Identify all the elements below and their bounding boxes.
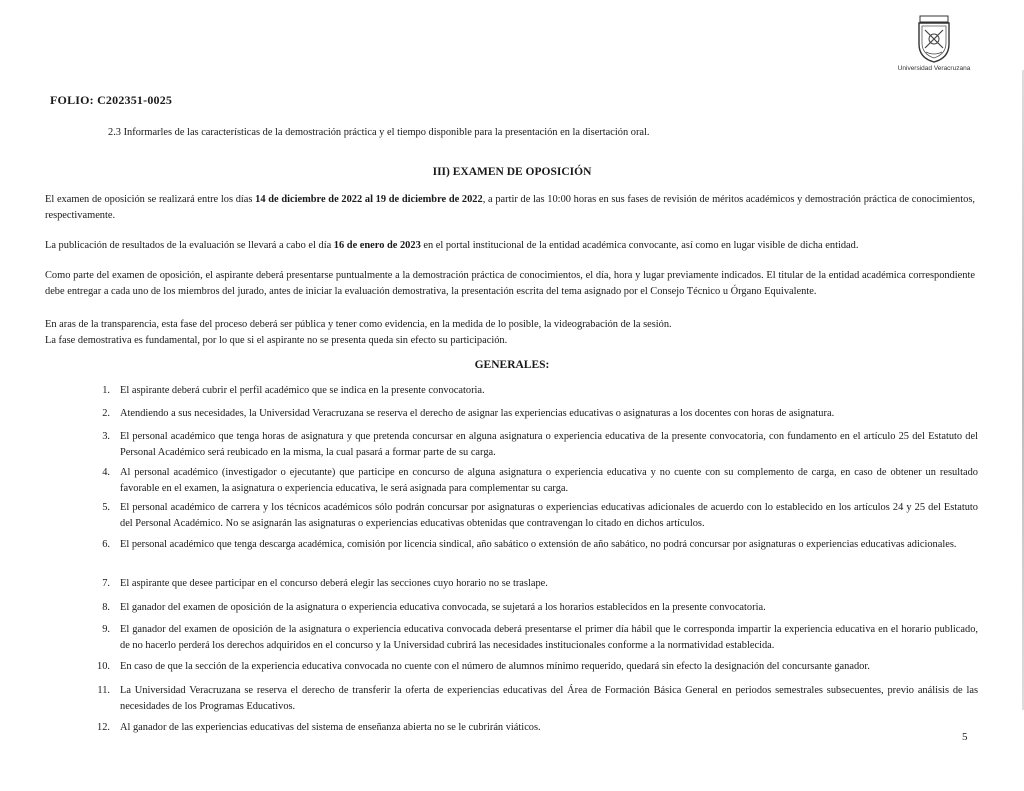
list-item-text: En caso de que la sección de la experiencia educativa convocada no cuente con el número de alumnos mínimo requerido, quedará sin efecto la designación del concursante ganador. (120, 661, 870, 672)
list-item-number: 3. (102, 431, 110, 442)
item-2-3: 2.3 Informarles de las características de la demostración práctica y el tiempo disponible para la presentación en la disertación oral. (108, 127, 650, 138)
exam-paragraph-transparency: En aras de la transparencia, esta fase del proceso deberá ser pública y tener como evidencia, en la medida de lo posible, la videograbación de la sesión. (45, 319, 672, 330)
list-item-text: El personal académico de carrera y los técnicos académicos sólo podrán concursar por asignaturas o experiencias educativas adicionales de acuerdo con lo establecido en los artículos 24 y 25 del Estatuto del Personal Académico. No se asignarán las asignaturas o experiencias educativas obtenidas que contravengan lo citado en dichos artículos. (120, 502, 978, 529)
list-item-text: La Universidad Veracruzana se reserva el derecho de transferir la oferta de experiencias educativas del Área de Formación Básica General en periodos semestrales subsecuentes, previo análisis de las necesidades de los Programas Educativos. (120, 685, 978, 712)
exam-paragraph-results-text-a: La publicación de resultados de la evaluación se llevará a cabo el día (45, 240, 334, 251)
list-item-number: 11. (97, 685, 110, 696)
list-item-number: 8. (102, 602, 110, 613)
exam-paragraph-dates-text-a: El examen de oposición se realizará entre los días (45, 194, 256, 205)
results-date-bold: 16 de enero de 2023 (333, 240, 421, 251)
list-item-number: 9. (102, 624, 110, 635)
list-item-number: 12. (97, 722, 110, 733)
list-item-text: El aspirante que desee participar en el concurso deberá elegir las secciones cuyo horario no se traslape. (120, 578, 548, 589)
page-number: 5 (962, 731, 968, 743)
list-item-number: 7. (102, 578, 110, 589)
exam-paragraph-results-text-c: en el portal institucional de la entidad académica convocante, así como en lugar visible de dicha entidad. (420, 240, 859, 251)
logo-caption: Universidad Veracruzana (897, 65, 971, 72)
list-item-text: El aspirante deberá cubrir el perfil académico que se indica en la presente convocatoria. (120, 385, 485, 396)
list-item-number: 1. (102, 385, 110, 396)
list-item-number: 4. (102, 467, 110, 478)
list-item-text: Al personal académico (investigador o ejecutante) que participe en concurso de alguna asignatura o experiencia educativa y no cuente con su complemento de carga, en caso de obtener un resultado favorable en el examen, la asignatura o experiencia educativa, le será asignada para complementar su carga. (120, 467, 978, 494)
list-item-number: 6. (102, 539, 110, 550)
list-item-number: 2. (102, 408, 110, 419)
list-item-text: Al ganador de las experiencias educativas del sistema de enseñanza abierta no se le cubrirán viáticos. (120, 722, 541, 733)
list-item-text: El ganador del examen de oposición de la asignatura o experiencia educativa convocada, se sujetará a los horarios establecidos en la presente convocatoria. (120, 602, 766, 613)
exam-dates-bold: 14 de diciembre de 2022 al 19 de diciembre de 2022 (255, 194, 483, 205)
section-general-title: GENERALES: (474, 359, 550, 371)
list-item-number: 5. (102, 502, 110, 513)
section-exam-title: III) EXAMEN DE OPOSICIÓN (432, 166, 592, 178)
list-item-text: Atendiendo a sus necesidades, la Universidad Veracruzana se reserva el derecho de asignar las experiencias educativas o asignaturas a los docentes con horas de asignatura. (120, 408, 835, 419)
list-item-number: 10. (97, 661, 110, 672)
exam-paragraph-dates-text-c: , a partir de las 10:00 horas en sus fases de revisión de méritos académicos y demostración práctica de conocimientos, respectivamente. (45, 194, 975, 221)
folio-number: FOLIO: C202351-0025 (50, 93, 173, 107)
exam-paragraph-procedure: Como parte del examen de oposición, el aspirante deberá presentarse puntualmente a la demostración práctica de conocimientos, el día, hora y lugar previamente indicados. El titular de la entidad académica correspondiente debe entregar a cada uno de los miembros del jurado, antes de iniciar la evaluación demostrativa, la presentación escrita del tema asignado por el Consejo Técnico u Órgano Equivalente. (45, 270, 975, 297)
list-item-text: El personal académico que tenga descarga académica, comisión por licencia sindical, año sabático o extensión de año sabático, no podrá concursar por asignaturas o experiencias educativas adicionales. (120, 539, 957, 550)
list-item-text: El ganador del examen de oposición de la asignatura o experiencia educativa convocada deberá presentarse el primer día hábil que le corresponda impartir la experiencia educativa en el horario publicado, de no hacerlo perderá los derechos adquiridos en el concurso y la Universidad cubrirá las necesidades institucionales conforme a la normatividad establecida. (120, 624, 978, 651)
list-item-text: El personal académico que tenga horas de asignatura y que pretenda concursar en alguna asignatura o experiencia educativa de la presente convocatoria, con fundamento en el artículo 25 del Estatuto del Personal Académico será reubicado en la misma, la cual pasará a formar parte de su carga. (120, 431, 978, 458)
exam-paragraph-demonstrative: La fase demostrativa es fundamental, por lo que si el aspirante no se presenta queda sin efecto su participación. (45, 335, 508, 346)
